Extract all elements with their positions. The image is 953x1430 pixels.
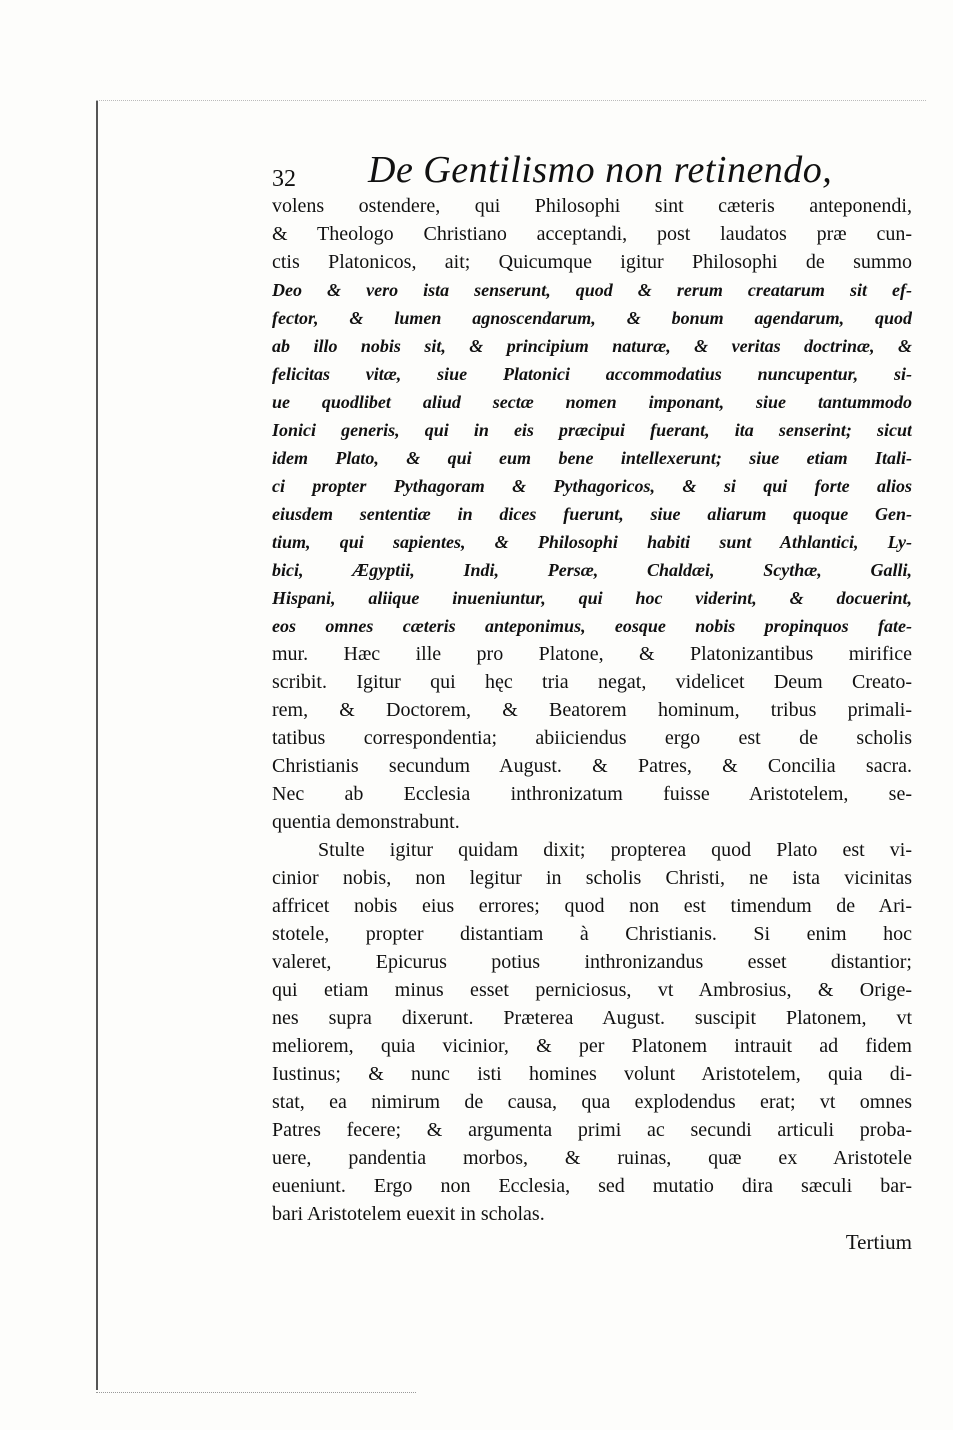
text-line: ue quodlibet aliud sectæ nomen imponant, siue tantummodo [272,392,912,412]
text-line: felicitas vitæ, siue Platonici accommodatius nuncupentur, si- [272,364,912,384]
text-line: bici, Ægyptii, Indi, Persæ, Chaldæi, Scythæ, Galli, [272,560,912,580]
text-line: ci propter Pythagoram & Pythagoricos, & si qui forte alios [272,476,912,496]
text-line: Iustinus; & nunc isti homines volunt Aristotelem, quia di- [272,1063,912,1085]
text-line: idem Plato, & qui eum bene intellexerunt; siue etiam Itali- [272,448,912,468]
page-number: 32 [272,166,296,192]
text-line: tium, qui sapientes, & Philosophi habiti sunt Athlantici, Ly- [272,532,912,552]
text-line: eiusdem sententiæ in dices fuerunt, siue aliarum quoque Gen- [272,504,912,524]
page-binding-edge [96,100,98,1390]
text-line: quentia demonstrabunt. [272,811,460,833]
text-line: eos omnes cæteris anteponimus, eosque nobis propinquos fate- [272,616,912,636]
text-line: stotele, propter distantiam à Christianis. Si enim hoc [272,923,912,945]
text-line: rem, & Doctorem, & Beatorem hominum, tribus primali- [272,699,912,721]
text-line: tatibus correspondentia; abiiciendus ergo est de scholis [272,727,912,749]
text-line: ab illo nobis sit, & principium naturæ, & veritas doctrinæ, & [272,336,912,356]
text-line: Christianis secundum August. & Patres, & Concilia sacra. [272,755,912,777]
text-line: ctis Platonicos, ait; Quicumque igitur Philosophi de summo [272,251,912,273]
text-line: bari Aristotelem euexit in scholas. [272,1203,545,1225]
text-line: Deo & vero ista senserunt, quod & rerum creatarum sit ef- [272,280,912,300]
catchword: Tertium [845,1230,912,1254]
text-line: Patres fecere; & argumenta primi ac secundi articuli proba- [272,1119,912,1141]
text-line: Stulte igitur quidam dixit; propterea quod Plato est vi- [318,839,912,861]
text-line: Nec ab Ecclesia inthronizatum fuisse Aristotelem, se- [272,783,912,805]
running-title: De Gentilismo non retinendo, [368,149,833,191]
text-line: volens ostendere, qui Philosophi sint cæteris anteponendi, [272,195,912,217]
text-line: eueniunt. Ergo non Ecclesia, sed mutatio dira sæculi bar- [272,1175,912,1197]
text-line: qui etiam minus esset perniciosus, vt Ambrosius, & Orige- [272,979,912,1001]
page-top-edge [96,100,926,102]
text-line: stat, ea nimirum de causa, qua explodendus erat; vt omnes [272,1091,912,1113]
text-line: meliorem, quia vicinior, & per Platonem intrauit ad fidem [272,1035,912,1057]
body-text [272,192,912,1412]
text-line: valeret, Epicurus potius inthronizandus esset distantior; [272,951,912,973]
text-line: Hispani, aliique inueniuntur, qui hoc viderint, & docuerint, [272,588,912,608]
text-line: & Theologo Christiano acceptandi, post laudatos præ cun- [272,223,912,245]
text-line: fector, & lumen agnoscendarum, & bonum agendarum, quod [272,308,912,328]
text-line: uere, pandentia morbos, & ruinas, quæ ex Aristotele [272,1147,912,1169]
text-line: cinior nobis, non legitur in scholis Christi, ne ista vicinitas [272,867,912,889]
text-line: Ionici generis, qui in eis præcipui fuerant, ita senserint; sicut [272,420,912,440]
text-line: mur. Hæc ille pro Platone, & Platonizantibus mirifice [272,643,912,665]
text-line: nes supra dixerunt. Præterea August. suscipit Platonem, vt [272,1007,912,1029]
text-line: scribit. Igitur qui hęc tria negat, videlicet Deum Creato- [272,671,912,693]
text-line: affricet nobis eius errores; quod non est timendum de Ari- [272,895,912,917]
